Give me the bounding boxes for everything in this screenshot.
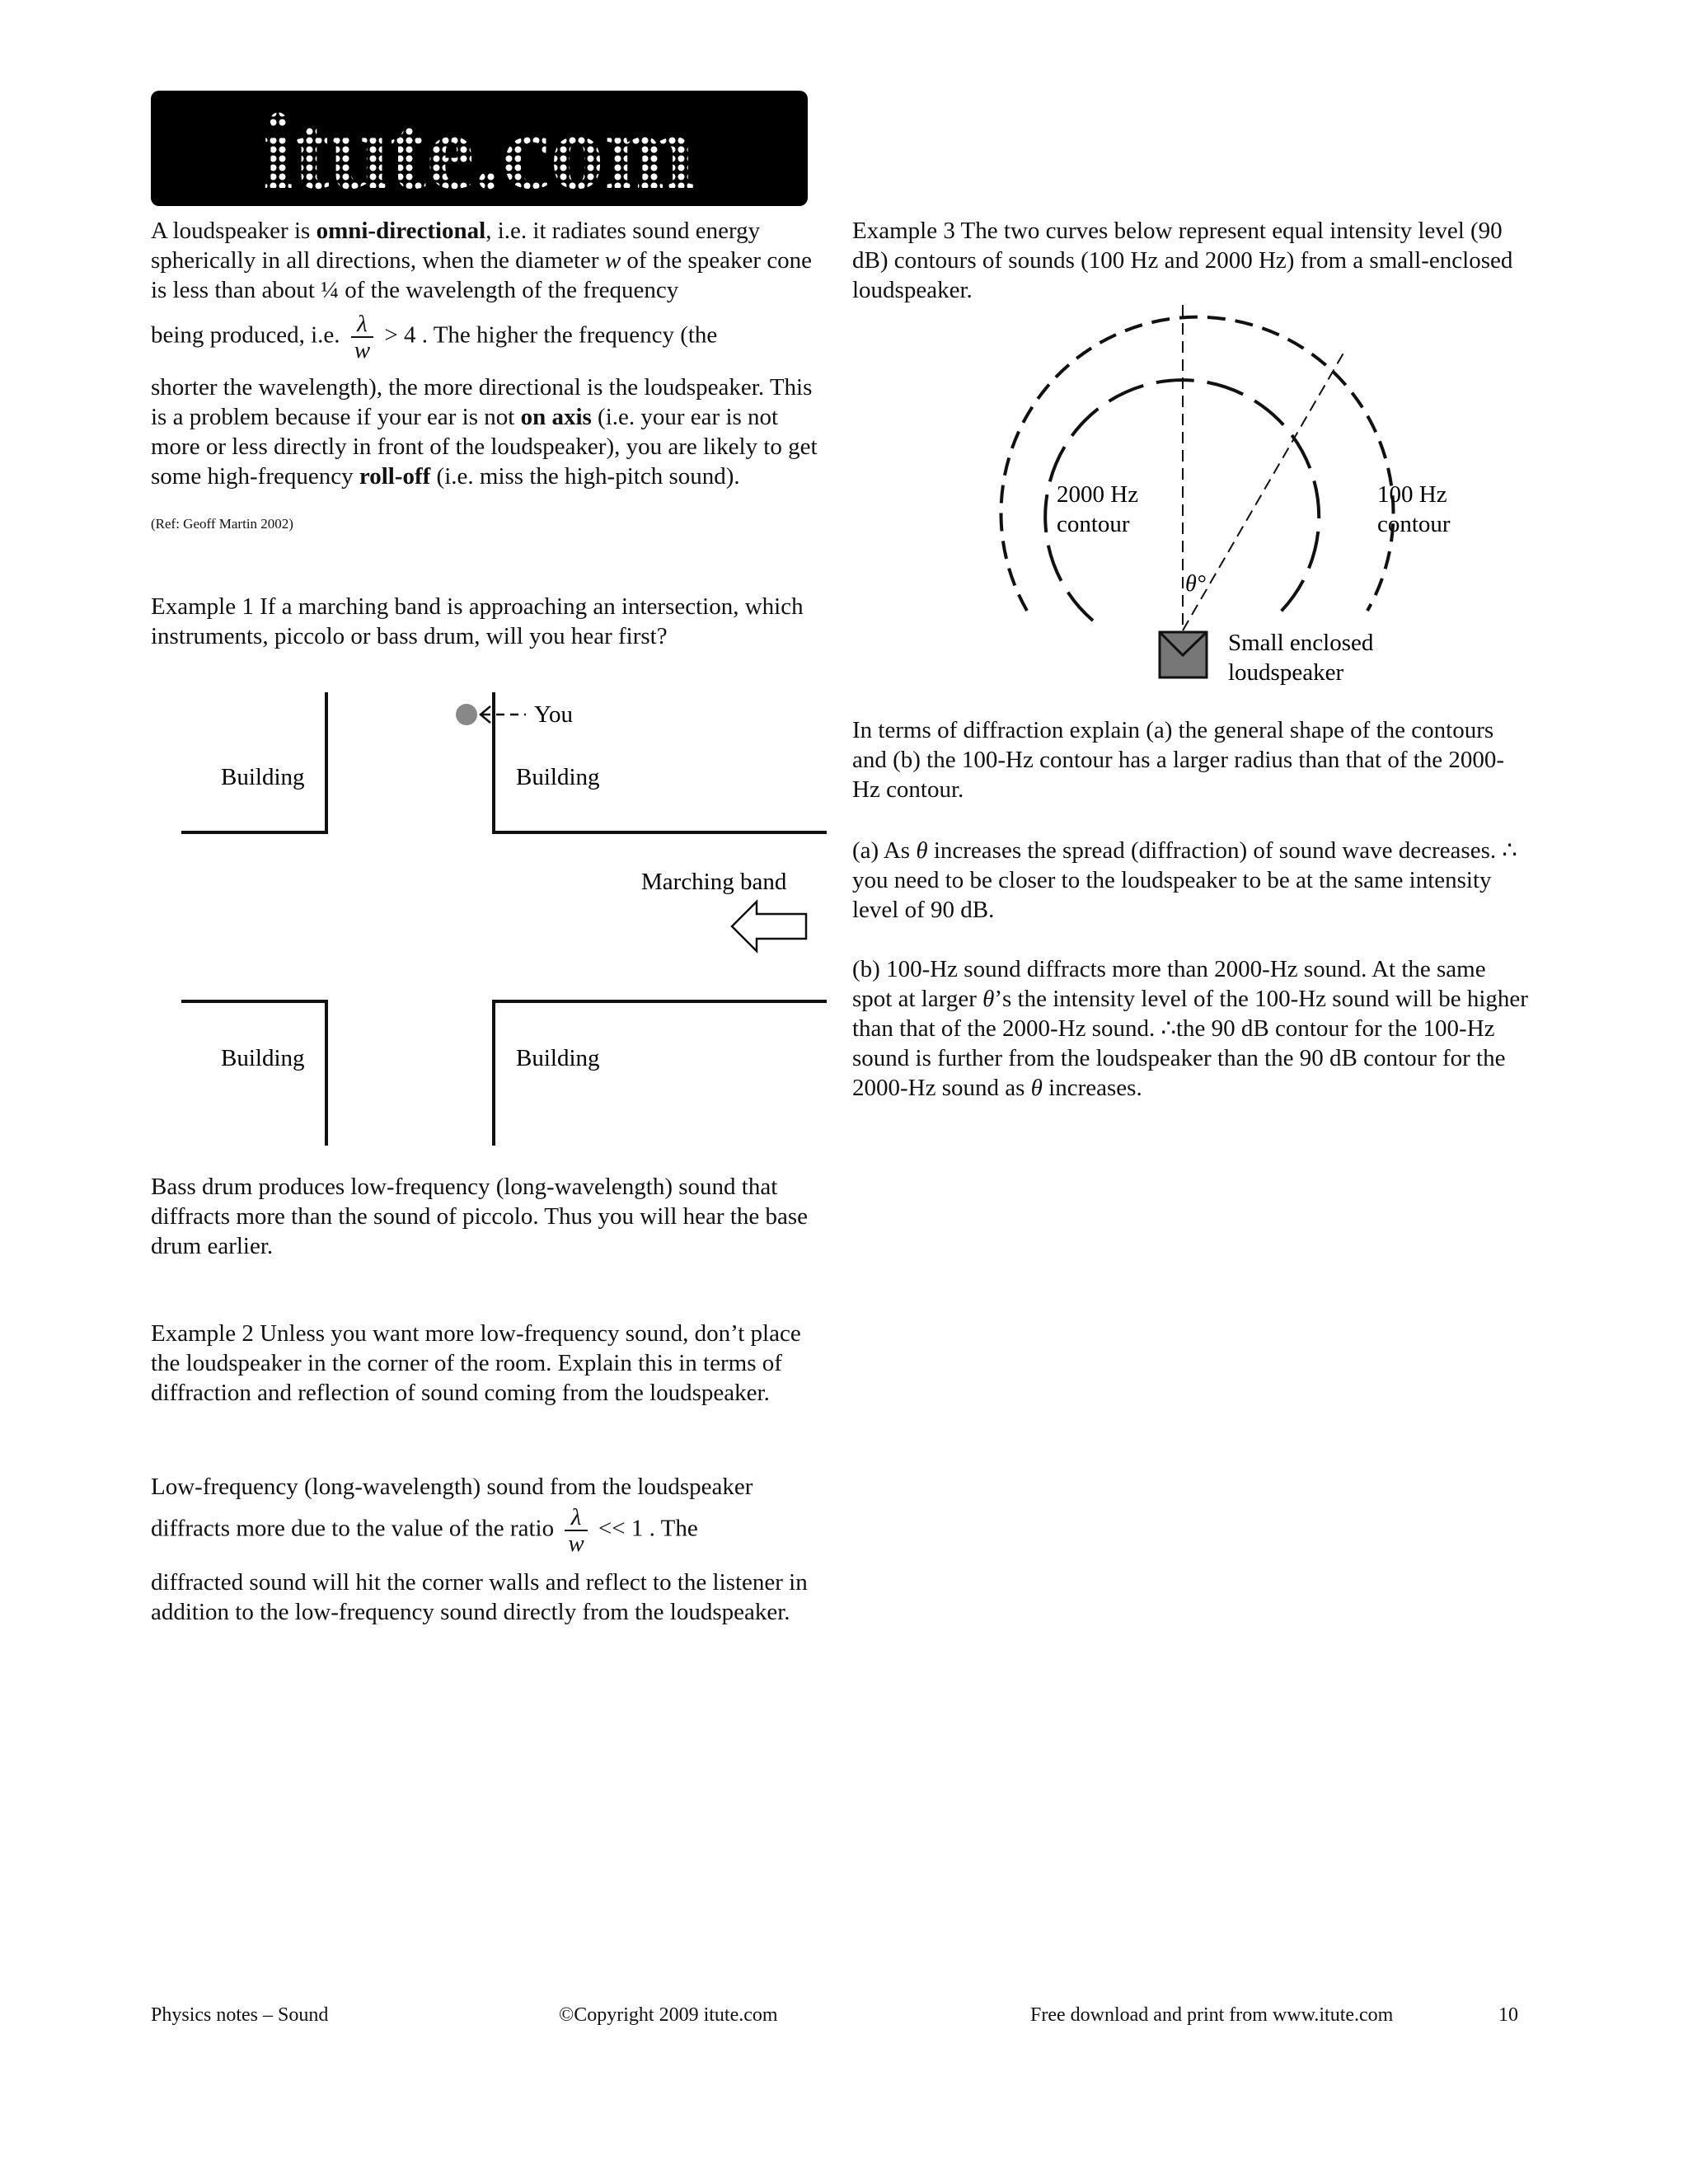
building-top-left: Building: [221, 764, 305, 790]
itute-logo: [151, 91, 808, 206]
example1-question: Example 1 If a marching band is approaching an intersection, which instruments, piccolo or bass drum, will you hear first?: [151, 593, 804, 649]
label-2000hz-line2: contour: [1057, 511, 1130, 537]
label-100hz-line1: 100 Hz: [1377, 481, 1447, 508]
intro-paragraph: A loudspeaker is omni-directional, i.e. it radiates sound energy spherically in all directions, when the diameter w of the speaker cone is less than about ¼ of the wavelength of the frequency: [151, 218, 813, 303]
speaker-label-line2: loudspeaker: [1228, 659, 1344, 686]
contour-diagram: [852, 301, 1528, 696]
example3-answer-b: (b) 100-Hz sound diffracts more than 2000-Hz sound. At the same spot at larger θ’s the intensity level of the 100-Hz sound will be higher than that of the 2000-Hz sound. ∴the 90 dB contour for the 100-Hz sound is further from the loudspeaker than the 90 dB contour for the 2000-Hz sound as θ increases.: [852, 956, 1528, 1101]
lambda-over-w-fraction: $\frac{\lambda}{w}$: [351, 312, 373, 363]
example3-intro: Example 3 The two curves below represent equal intensity level (90 dB) contours of sounds (100 Hz and 2000 Hz) from a small-enclosed loudspeaker.: [852, 218, 1513, 303]
contour-100hz: [1001, 317, 1394, 611]
example1-answer: Bass drum produces low-frequency (long-wavelength) sound that diffracts more than the sound of piccolo. Thus you will hear the base drum earlier.: [151, 1174, 809, 1259]
speaker-label-line1: Small enclosed: [1228, 630, 1374, 656]
intro-continued: shorter the wavelength), the more directional is the loudspeaker. This is a problem because if your ear is not on axis (i.e. your ear is not more or less directly in front of the loudspeaker), you are likely to get some high-frequency roll-off (i.e. miss the high-pitch sound).: [151, 374, 818, 490]
footer-download-note: Free download and print from www.itute.com: [1030, 2004, 1394, 2026]
building-bottom-right: Building: [516, 1045, 600, 1071]
marching-band-label: Marching band: [641, 869, 787, 895]
marching-band-arrow: [732, 902, 806, 951]
page-number: 10: [1498, 2004, 1518, 2026]
you-marker: [456, 704, 477, 725]
building-top-right: Building: [516, 764, 600, 790]
theta-label: θ°: [1185, 571, 1206, 597]
label-2000hz-line1: 2000 Hz: [1057, 481, 1139, 508]
intersection-diagram: [151, 684, 843, 1154]
footer-left: Physics notes – Sound: [151, 2004, 329, 2026]
you-label: You: [534, 701, 574, 728]
example2-answer-rest: diffracted sound will hit the corner walls and reflect to the listener in addition to the low-frequency sound directly from the loudspeaker.: [151, 1569, 808, 1625]
reference-note: (Ref: Geoff Martin 2002): [151, 516, 293, 532]
building-bottom-left: Building: [221, 1045, 305, 1071]
wall-top-left: [181, 692, 326, 832]
you-pointer-arrow: [481, 706, 526, 723]
example3-answer-a: (a) As θ increases the spread (diffraction) of sound wave decreases. ∴ you need to be closer to the loudspeaker to be at the same intensity level of 90 dB.: [852, 837, 1517, 923]
example2-question: Example 2 Unless you want more low-frequency sound, don’t place the loudspeaker in the corner of the room. Explain this in terms of diffraction and reflection of sound coming from the loudspeaker.: [151, 1320, 801, 1406]
intro-ratio-line: being produced, i.e. $\frac{\lambda}{w}$ > 4 . The higher the frequency (the: [151, 311, 718, 363]
example2-answer-line1: Low-frequency (long-wavelength) sound from the loudspeaker: [151, 1474, 753, 1500]
wall-bottom-left: [181, 1001, 326, 1146]
lambda-over-w-fraction-2: $\frac{\lambda}{w}$: [565, 1505, 587, 1556]
example3-question: In terms of diffraction explain (a) the general shape of the contours and (b) the 100-Hz contour has a larger radius than that of the 2000-Hz contour.: [852, 717, 1505, 803]
loudspeaker-icon: [1160, 632, 1207, 677]
footer-copyright: ©Copyright 2009 itute.com: [559, 2004, 778, 2026]
example2-answer-line2: diffracts more due to the value of the ratio $\frac{\lambda}{w}$ << 1 . The: [151, 1504, 698, 1557]
label-100hz-line2: contour: [1377, 511, 1451, 537]
wall-bottom-right: [494, 1001, 827, 1146]
theta-ray: [1183, 350, 1345, 630]
itute-logo-graphic: [151, 91, 808, 206]
